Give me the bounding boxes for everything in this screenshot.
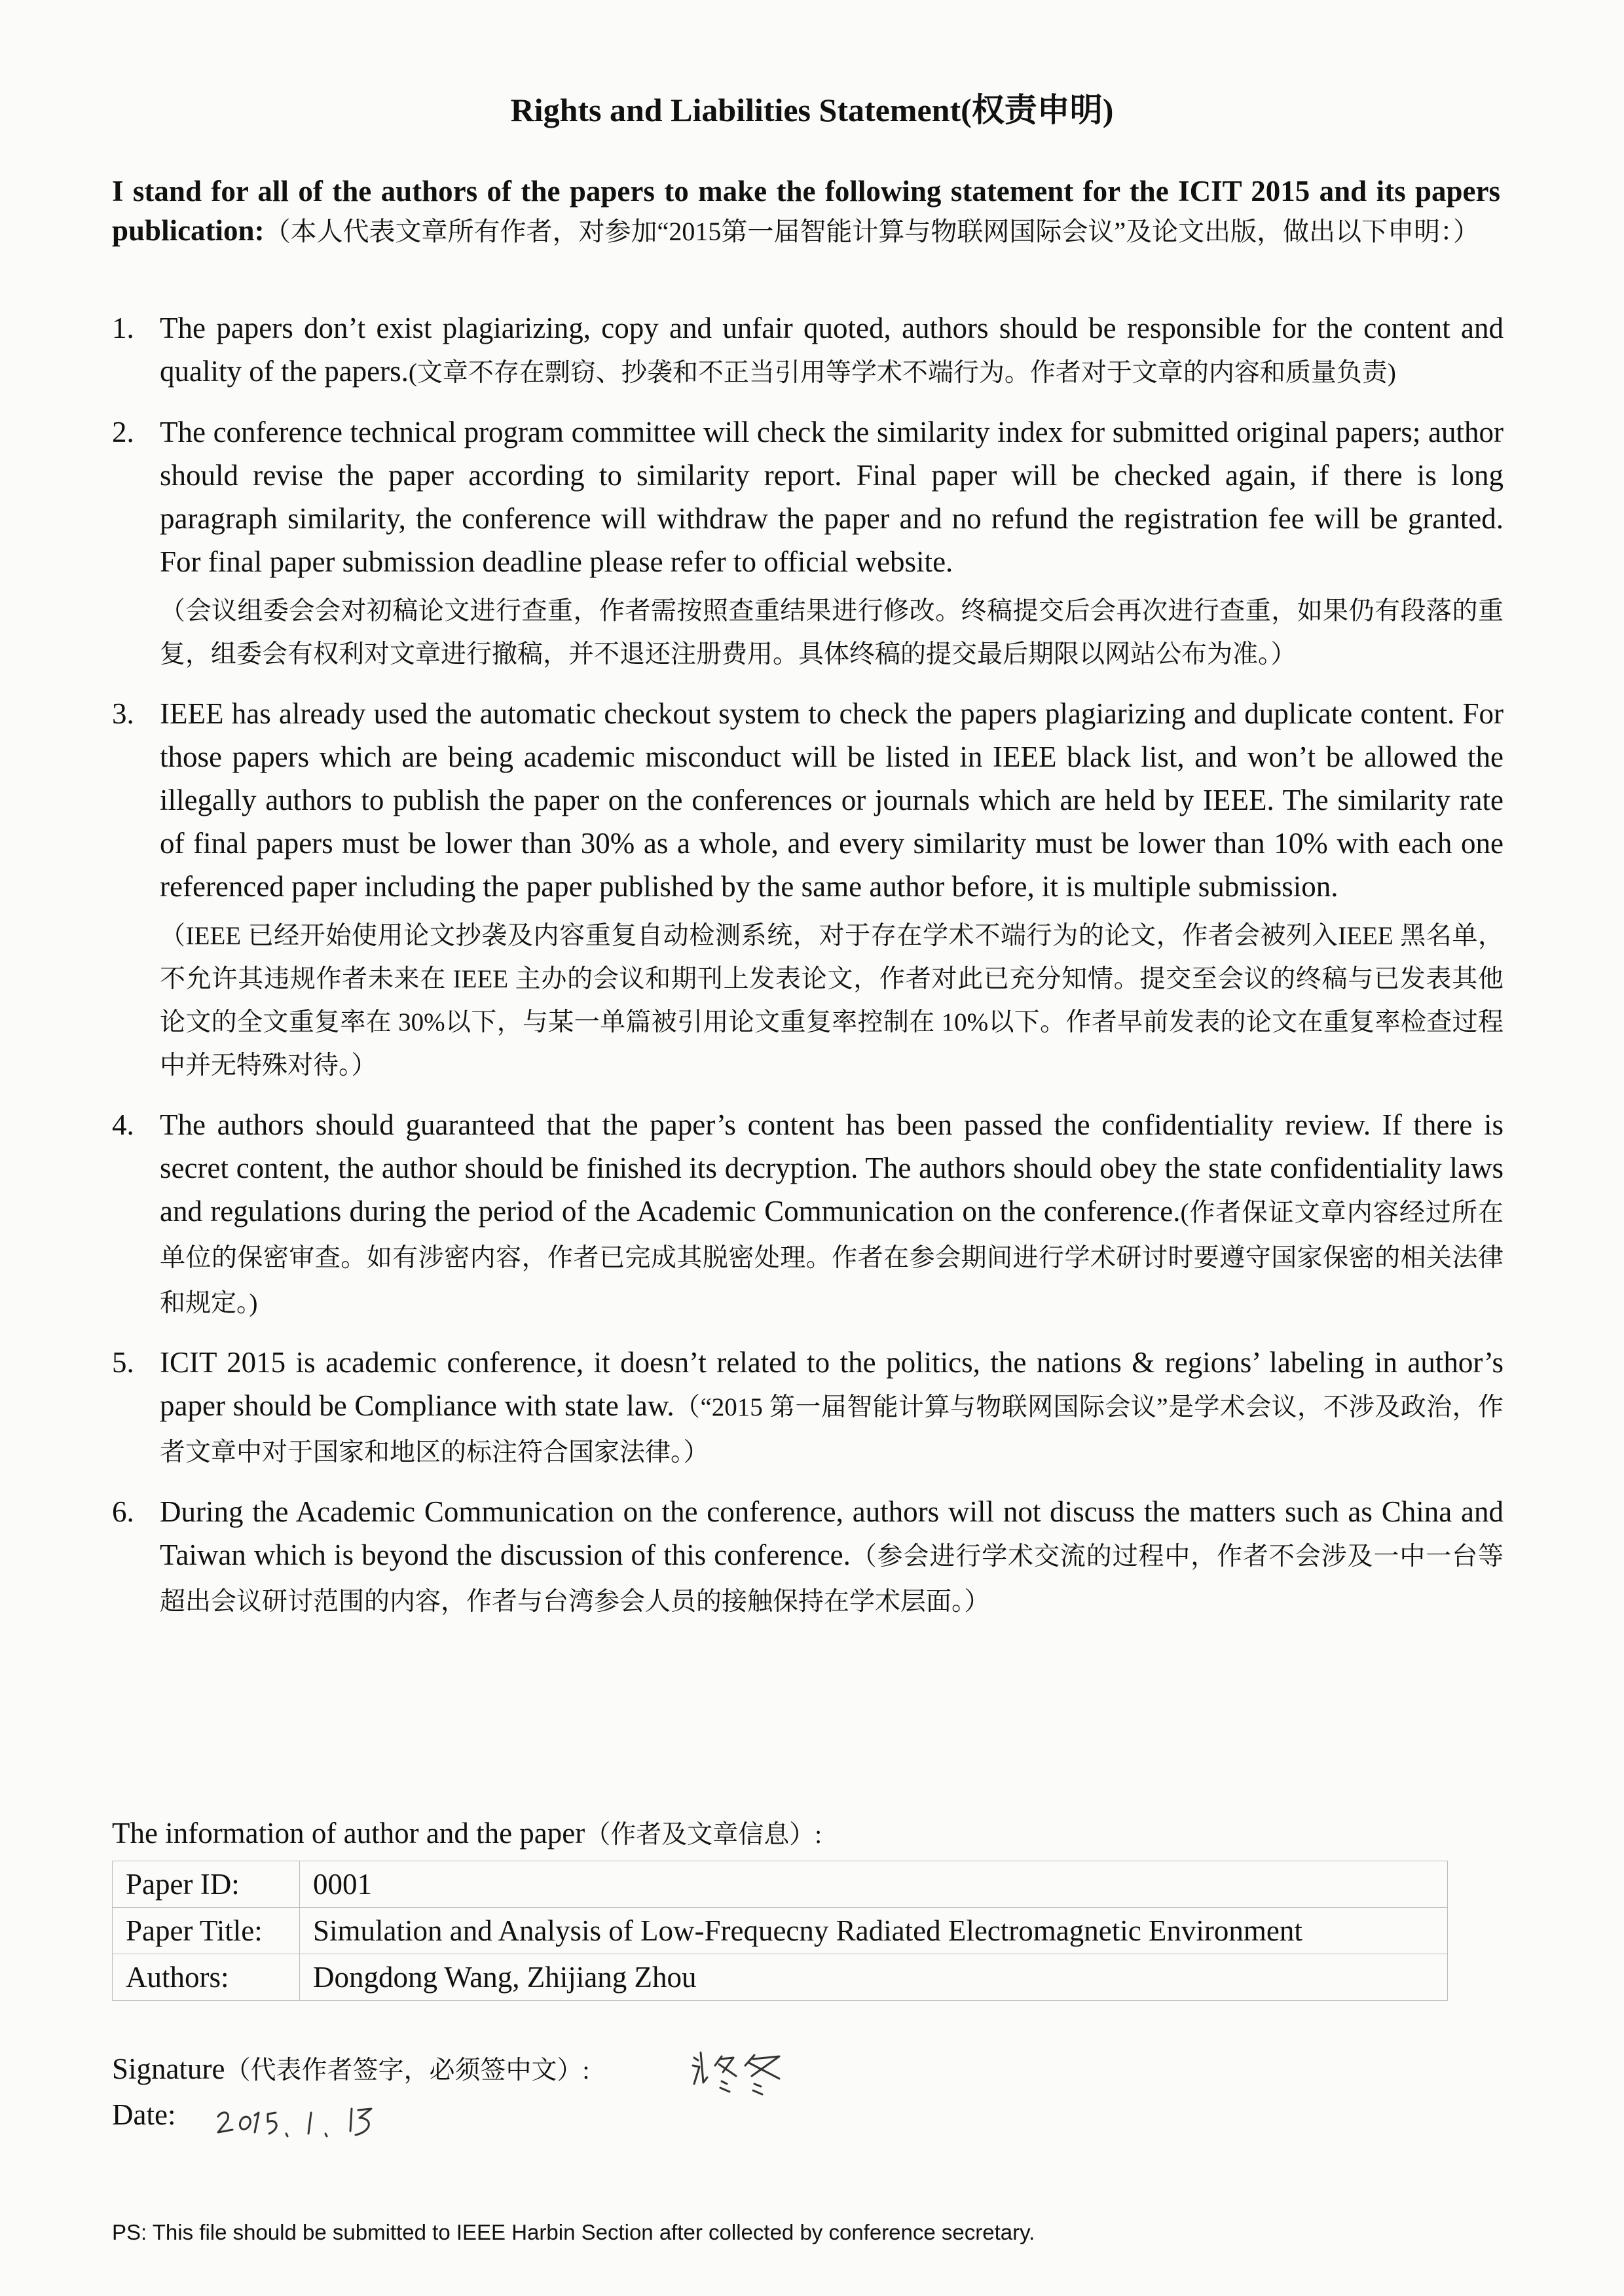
- item-text-cn: （会议组委会会对初稿论文进行查重，作者需按照查重结果进行修改。终稿提交后会再次进行查重，如果仍有段落的重复，组委会有权利对文章进行撤稿，并不退还注册费用。具体终稿的提交最后期限以网站公布为准。）: [160, 597, 1504, 668]
- item-text-en: The authors should guaranteed that the paper’s content has been passed the confidentiality review. If there is secret content, the author should be finished its decryption. The authors should obey the state confidentiality laws and regulations during the period of the Academic Communication on the conference.: [160, 1108, 1504, 1228]
- paper-info-table: [112, 1861, 1448, 2001]
- date-label: Date:: [112, 2098, 176, 2131]
- item-text: [160, 1103, 1504, 1325]
- item-text: [160, 1341, 1504, 1474]
- intro-statement-cn: （本人代表文章所有作者，对参加“2015第一届智能计算与物联网国际会议”及论文出版，做出以下申明：）: [264, 217, 1480, 246]
- item-text: [160, 306, 1504, 395]
- statement-item-2: [112, 410, 1504, 676]
- authors-label: Authors:: [113, 1954, 300, 2001]
- signature-label-en: Signature: [112, 2052, 225, 2085]
- date-line: [112, 2095, 175, 2134]
- table-row: [113, 1908, 1448, 1954]
- item-text-cn: (文章不存在剽窃、抄袭和不正当引用等学术不端行为。作者对于文章的内容和质量负责): [408, 359, 1396, 387]
- statement-item-5: [112, 1341, 1504, 1474]
- item-number: 2.: [112, 416, 134, 448]
- item-text-en: The conference technical program committee will check the similarity index for submitted original papers; author should revise the paper according to similarity report. Final paper will be checked again, if there is long paragraph similarity, the conference will withdraw the paper and no refund the registration fee will be granted. For final paper submission deadline please refer to official website.: [160, 416, 1504, 578]
- item-text-en: During the Academic Communication on the conference, authors will not discuss the matters such as China and Taiwan which is beyond the discussion of this conference.: [160, 1495, 1504, 1571]
- intro-statement: [112, 172, 1500, 251]
- item-number: 6.: [112, 1495, 134, 1528]
- signature-line: [112, 2049, 589, 2090]
- handwritten-date: [213, 2098, 396, 2144]
- statement-item-4: [112, 1103, 1504, 1325]
- info-heading: [112, 1813, 822, 1855]
- item-text-cn: (作者保证文章内容经过所在单位的保密审查。如有涉密内容，作者已完成其脱密处理。作者在参会期间进行学术研讨时要遵守国家保密的相关法律和规定。): [160, 1199, 1504, 1317]
- statement-item-3: [112, 692, 1504, 1087]
- item-text-en: IEEE has already used the automatic checkout system to check the papers plagiarizing and duplicate content. For those papers which are being academic misconduct will be listed in IEEE black list, and won’t be allowed the illegally authors to publish the paper on the conferences or journals which are held by IEEE. The similarity rate of final papers must be lower than 30% as a whole, and every similarity must be lower than 10% with each one referenced paper including the paper published by the same author before, it is multiple submission.: [160, 697, 1504, 903]
- paper-title-label: Paper Title:: [113, 1908, 300, 1954]
- page-title: Rights and Liabilities Statement(权责申明): [510, 92, 1114, 128]
- statement-item-1: [112, 306, 1504, 395]
- statement-item-6: [112, 1490, 1504, 1624]
- paper-id-label: Paper ID:: [113, 1861, 300, 1908]
- table-row: [113, 1861, 1448, 1908]
- item-text-en: The papers don’t exist plagiarizing, copy and unfair quoted, authors should be responsible for the content and quality of the papers.: [160, 312, 1504, 388]
- paper-id-value: 0001: [300, 1861, 1448, 1908]
- footnote: PS: This file should be submitted to IEEE Harbin Section after collected by conference secretary.: [112, 2220, 1035, 2244]
- item-number: 1.: [112, 312, 134, 344]
- item-number: 3.: [112, 697, 134, 730]
- table-row: [113, 1954, 1448, 2001]
- authors-value: Dongdong Wang, Zhijiang Zhou: [300, 1954, 1448, 2001]
- paper-title-value: Simulation and Analysis of Low-Frequecny Radiated Electromagnetic Environment: [300, 1908, 1448, 1954]
- item-text: [160, 1490, 1504, 1624]
- item-number: 4.: [112, 1108, 134, 1141]
- item-text-en: ICIT 2015 is academic conference, it doesn’t related to the politics, the nations & regions’ labeling in author’s paper should be Compliance with state law.: [160, 1346, 1504, 1422]
- item-text-cn: （“2015 第一届智能计算与物联网国际会议”是学术会议，不涉及政治，作者文章中对于国家和地区的标注符合国家法律。）: [160, 1393, 1504, 1467]
- signature-label-cn: （代表作者签字，必须签中文）:: [225, 2056, 590, 2085]
- item-text-cn: （参会进行学术交流的过程中，作者不会涉及一中一台等超出会议研讨范围的内容，作者与台湾参会人员的接触保持在学术层面。）: [160, 1542, 1504, 1616]
- handwritten-signature: [681, 2046, 812, 2098]
- item-text-cn: （IEEE 已经开始使用论文抄袭及内容重复自动检测系统，对于存在学术不端行为的论文，作者会被列入IEEE 黑名单，不允许其违规作者未来在 IEEE 主办的会议和期刊上发表论文，作者对此已充分知情。提交至会议的终稿与已发表其他论文的全文重复率在 30%以下，与某一单篇被引用论文重复率控制在 10%以下。作者早前发表的论文在重复率检查过程中并无特殊对待。）: [160, 922, 1504, 1080]
- statement-list: [112, 306, 1504, 1639]
- info-heading-en: The information of author and the paper: [112, 1817, 585, 1850]
- item-number: 5.: [112, 1346, 134, 1379]
- info-heading-cn: （作者及文章信息）:: [585, 1821, 822, 1849]
- intro-statement-en: I stand for all of the authors of the papers to make the following statement for the ICIT 2015 and its papers publication:: [112, 175, 1500, 247]
